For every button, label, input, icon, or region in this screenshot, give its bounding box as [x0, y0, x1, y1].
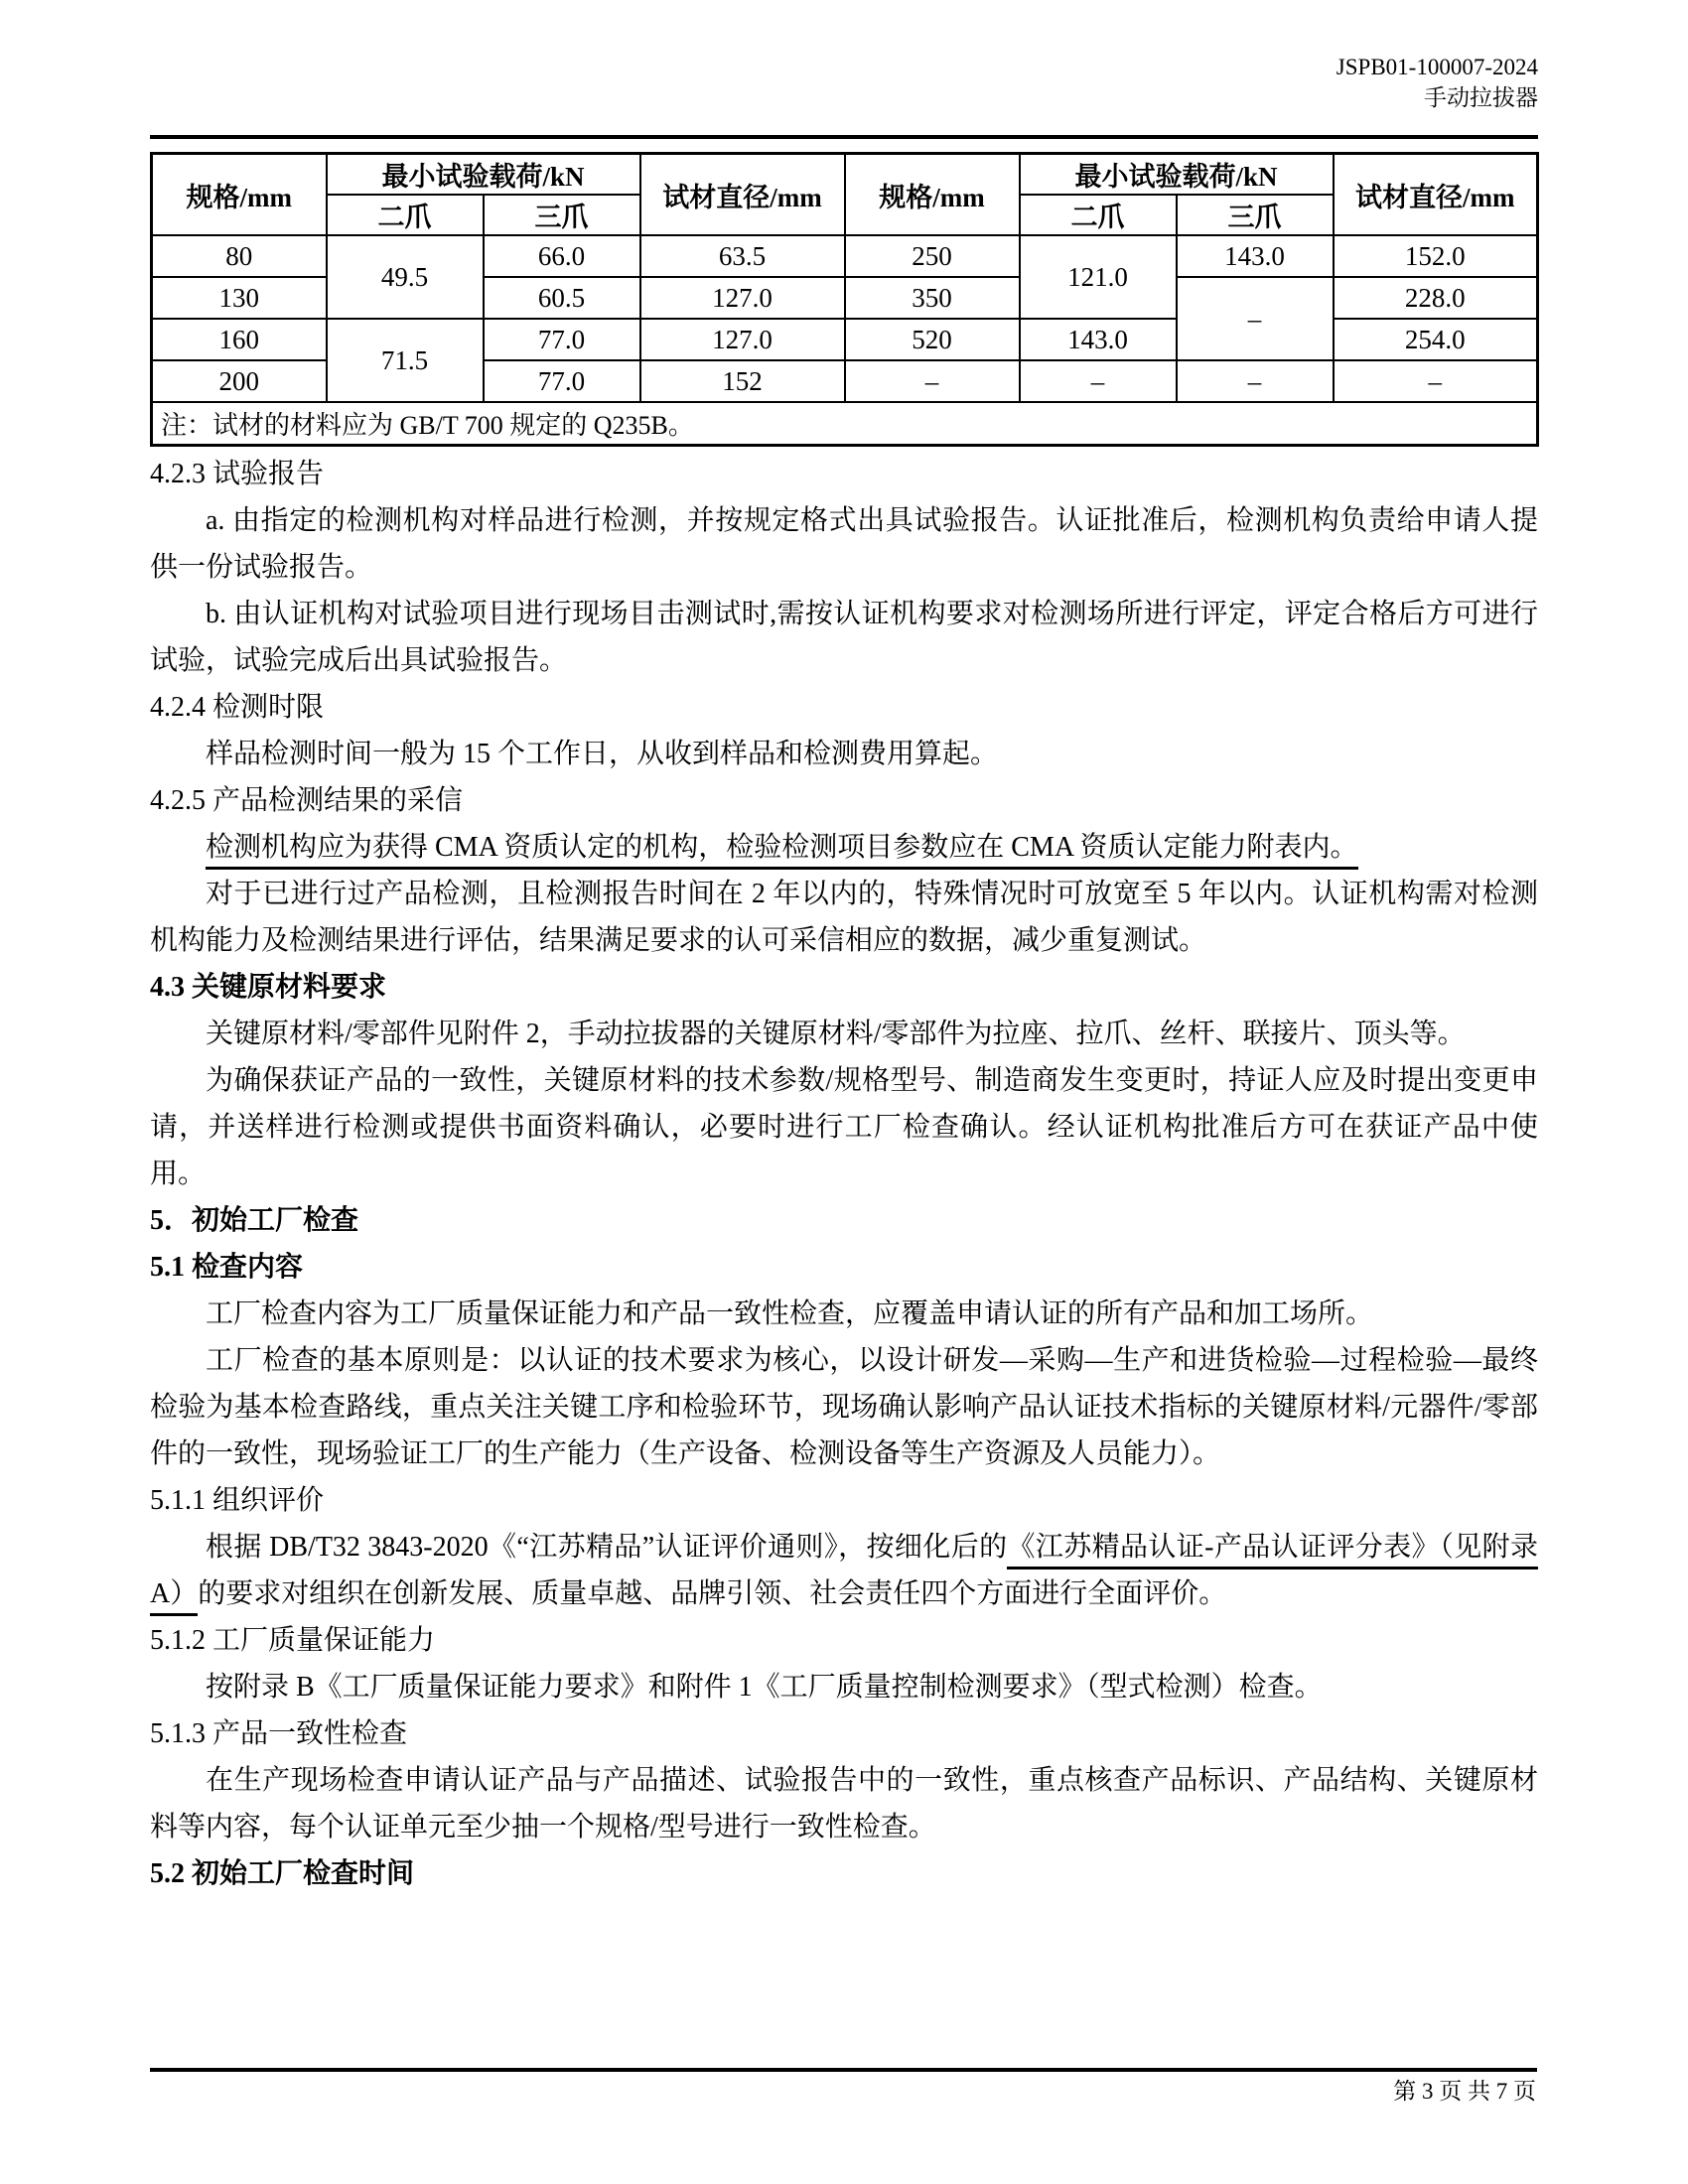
- paragraph: 对于已进行过产品检测，且检测报告时间在 2 年以内的，特殊情况时可放宽至 5 年以内。认证机构需对检测机构能力及检测结果进行评估，结果满足要求的认可采信相应的数据，减少重复测试。: [150, 879, 1538, 956]
- text-run: 根据 DB/T32 3843-2020《“江苏精品”认证评价通则》，按细化后的: [206, 1532, 1008, 1563]
- table-cell: 250: [845, 235, 1020, 277]
- header-three-claw-left: 三爪: [484, 195, 640, 235]
- table-cell: 60.5: [484, 277, 640, 319]
- table-cell: 200: [152, 360, 327, 402]
- header-three-claw-right: 三爪: [1177, 195, 1334, 235]
- table-note-row: [152, 402, 1538, 446]
- section-heading-5-2: 5.2 初始工厂检查时间: [150, 1858, 415, 1889]
- header-spec-left: 规格/mm: [152, 154, 327, 236]
- table-cell: 143.0: [1177, 235, 1334, 277]
- table-cell: 160: [152, 319, 327, 360]
- table-cell: 121.0: [1020, 235, 1177, 319]
- page-content: [150, 0, 1538, 1897]
- section-heading-4-3: 4.3 关键原材料要求: [150, 972, 387, 1003]
- paragraph: b. 由认证机构对试验项目进行现场目击测试时,需按认证机构要求对检测场所进行评定，评定合格后方可进行试验，试验完成后出具试验报告。: [150, 599, 1538, 676]
- doc-product-title: 手动拉拔器: [1424, 85, 1538, 110]
- table-cell: 228.0: [1334, 277, 1538, 319]
- table-cell: –: [1177, 360, 1334, 402]
- header-spec-right: 规格/mm: [845, 154, 1020, 236]
- document-header: [150, 0, 1538, 113]
- table-cell: 63.5: [640, 235, 845, 277]
- paragraph: 工厂检查内容为工厂质量保证能力和产品一致性检查，应覆盖申请认证的所有产品和加工场所。: [206, 1298, 1374, 1329]
- section-heading-5-1-3: 5.1.3 产品一致性检查: [150, 1718, 408, 1749]
- underlined-text: 《江苏精品认证-产品认证评分表》（见附录 A）: [150, 1532, 1538, 1616]
- document-body: [150, 451, 1538, 1897]
- table-row: [152, 235, 1538, 277]
- table-note: 注：试材的材料应为 GB/T 700 规定的 Q235B。: [152, 402, 1538, 446]
- table-cell: –: [1020, 360, 1177, 402]
- table-cell: –: [1177, 277, 1334, 360]
- paragraph-with-underline: [150, 1524, 1538, 1617]
- header-two-claw-right: 二爪: [1020, 195, 1177, 235]
- table-cell: 254.0: [1334, 319, 1538, 360]
- table-header-row-1: [152, 154, 1538, 196]
- header-rule: [150, 135, 1538, 139]
- table-cell: 49.5: [327, 235, 484, 319]
- table-cell: 127.0: [640, 319, 845, 360]
- section-heading-5: 5．初始工厂检查: [150, 1205, 359, 1236]
- table-cell: 143.0: [1020, 319, 1177, 360]
- min-test-load-table: [150, 152, 1539, 447]
- table-cell: 152: [640, 360, 845, 402]
- paragraph-underlined: [150, 824, 1538, 871]
- table-cell: 71.5: [327, 319, 484, 402]
- paragraph: 按附录 B《工厂质量保证能力要求》和附件 1《工厂质量控制检测要求》（型式检测）检查。: [206, 1672, 1323, 1703]
- header-load-right: 最小试验载荷/kN: [1020, 154, 1334, 196]
- paragraph: 工厂检查的基本原则是：以认证的技术要求为核心，以设计研发—采购—生产和进货检验—过程检验—最终检验为基本检查路线，重点关注关键工序和检验环节，现场确认影响产品认证技术指标的关键原材料/元器件/零部件的一致性，现场验证工厂的生产能力（生产设备、检测设备等生产资源及人员能力）。: [150, 1345, 1538, 1469]
- header-two-claw-left: 二爪: [327, 195, 484, 235]
- table-cell: 80: [152, 235, 327, 277]
- table-cell: 127.0: [640, 277, 845, 319]
- footer-rule: [150, 2068, 1537, 2072]
- section-heading-5-1: 5.1 检查内容: [150, 1252, 304, 1283]
- page-number: 第 3 页 共 7 页: [1393, 2079, 1536, 2104]
- section-heading-5-1-1: 5.1.1 组织评价: [150, 1485, 325, 1516]
- header-dia-right: 试材直径/mm: [1334, 154, 1538, 236]
- table-cell: 77.0: [484, 319, 640, 360]
- paragraph: a. 由指定的检测机构对样品进行检测，并按规定格式出具试验报告。认证批准后，检测机构负责给申请人提供一份试验报告。: [150, 505, 1538, 583]
- section-heading-4-2-4: 4.2.4 检测时限: [150, 692, 325, 723]
- paragraph: 为确保获证产品的一致性，关键原材料的技术参数/规格型号、制造商发生变更时，持证人应及时提出变更申请，并送样进行检测或提供书面资料确认，必要时进行工厂检查确认。经认证机构批准后方可在获证产品中使用。: [150, 1065, 1538, 1189]
- header-dia-left: 试材直径/mm: [640, 154, 845, 236]
- table-cell: 152.0: [1334, 235, 1538, 277]
- section-heading-5-1-2: 5.1.2 工厂质量保证能力: [150, 1625, 436, 1656]
- header-load-left: 最小试验载荷/kN: [327, 154, 640, 196]
- doc-number: JSPB01-100007-2024: [1336, 55, 1538, 79]
- table-cell: 77.0: [484, 360, 640, 402]
- section-heading-4-2-3: 4.2.3 试验报告: [150, 459, 325, 489]
- table-cell: 520: [845, 319, 1020, 360]
- paragraph: 样品检测时间一般为 15 个工作日，从收到样品和检测费用算起。: [206, 739, 999, 769]
- underlined-text: 检测机构应为获得 CMA 资质认定的机构，检验检测项目参数应在 CMA 资质认定能力附表内。: [206, 832, 1358, 870]
- table-cell: 66.0: [484, 235, 640, 277]
- table-cell: 130: [152, 277, 327, 319]
- text-run: 的要求对组织在创新发展、质量卓越、品牌引领、社会责任四个方面进行全面评价。: [198, 1578, 1227, 1609]
- paragraph: 在生产现场检查申请认证产品与产品描述、试验报告中的一致性，重点核查产品标识、产品结构、关键原材料等内容，每个认证单元至少抽一个规格/型号进行一致性检查。: [150, 1765, 1538, 1843]
- table-cell: –: [845, 360, 1020, 402]
- paragraph: 关键原材料/零部件见附件 2，手动拉拔器的关键原材料/零部件为拉座、拉爪、丝杆、联接片、顶头等。: [206, 1019, 1466, 1049]
- section-heading-4-2-5: 4.2.5 产品检测结果的采信: [150, 785, 464, 816]
- table-cell: 350: [845, 277, 1020, 319]
- table-cell: –: [1334, 360, 1538, 402]
